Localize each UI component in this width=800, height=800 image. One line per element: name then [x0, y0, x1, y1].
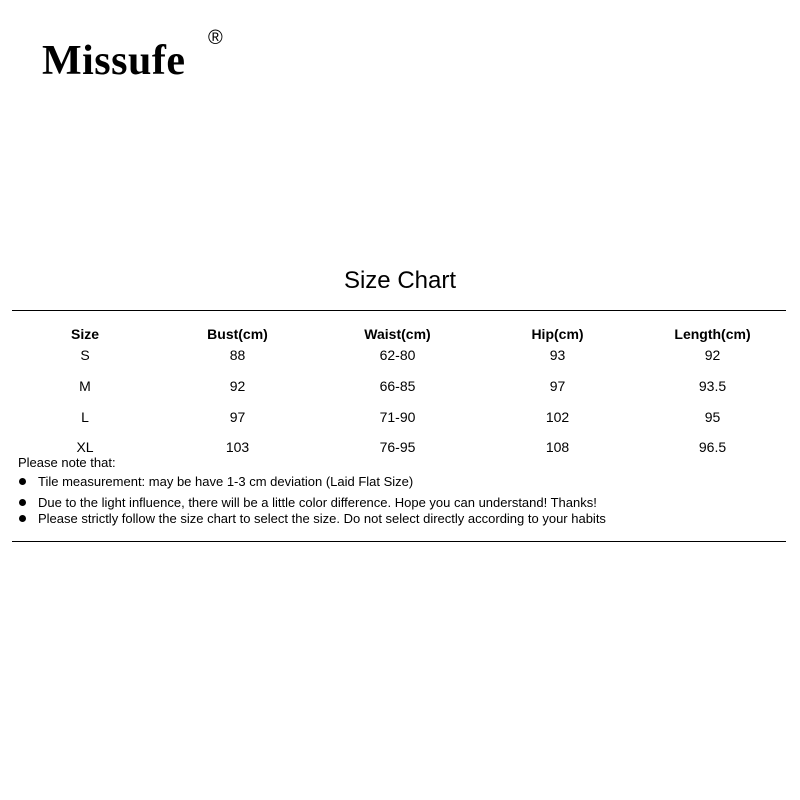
bullet-icon [19, 499, 26, 506]
table-row [0, 344, 800, 375]
size-cell: L [81, 409, 89, 425]
column-header-size: Size [70, 326, 99, 342]
bust-cell: 92 [229, 378, 246, 394]
column-header-hip: Hip(cm) [531, 326, 584, 342]
list-item [18, 495, 788, 511]
length-cell: 92 [704, 347, 721, 363]
bullet-icon [19, 515, 26, 522]
waist-cell: 62-80 [379, 347, 416, 363]
notes-heading: Please note that: [18, 455, 116, 470]
column-header-bust: Bust(cm) [207, 326, 268, 342]
size-cell: S [80, 347, 90, 363]
size-chart-table [0, 324, 800, 458]
note-text: Due to the light influence, there will be a little color difference. Hope you can understand! Thanks! [38, 495, 597, 510]
notes-section [18, 455, 788, 527]
column-header-waist: Waist(cm) [364, 326, 431, 342]
notes-list [18, 474, 788, 527]
table-row [0, 375, 800, 406]
bullet-icon [19, 478, 26, 485]
size-cell: XL [76, 439, 94, 455]
brand-name: Missufe [42, 38, 186, 84]
bust-cell: 88 [229, 347, 246, 363]
page-title: Size Chart [343, 267, 457, 294]
hip-cell: 97 [549, 378, 566, 394]
length-cell: 95 [704, 409, 721, 425]
top-divider [12, 310, 786, 311]
list-item [18, 474, 788, 490]
bust-cell: 103 [225, 439, 250, 455]
size-cell: M [79, 378, 91, 394]
length-cell: 96.5 [698, 439, 727, 455]
column-header-length: Length(cm) [674, 326, 751, 342]
hip-cell: 93 [549, 347, 566, 363]
hip-cell: 102 [545, 409, 570, 425]
waist-cell: 71-90 [379, 409, 416, 425]
hip-cell: 108 [545, 439, 570, 455]
table-header-row [0, 324, 800, 344]
bust-cell: 97 [229, 409, 246, 425]
bottom-divider [12, 541, 786, 542]
note-text: Tile measurement: may be have 1-3 cm deviation (Laid Flat Size) [38, 474, 414, 489]
length-cell: 93.5 [698, 378, 727, 394]
brand-logo [42, 27, 223, 86]
table-row [0, 406, 800, 436]
waist-cell: 76-95 [379, 439, 416, 455]
registered-mark-icon: ® [208, 27, 223, 49]
list-item [18, 511, 788, 527]
note-text: Please strictly follow the size chart to select the size. Do not select directly according to your habits [38, 511, 606, 526]
waist-cell: 66-85 [379, 378, 416, 394]
